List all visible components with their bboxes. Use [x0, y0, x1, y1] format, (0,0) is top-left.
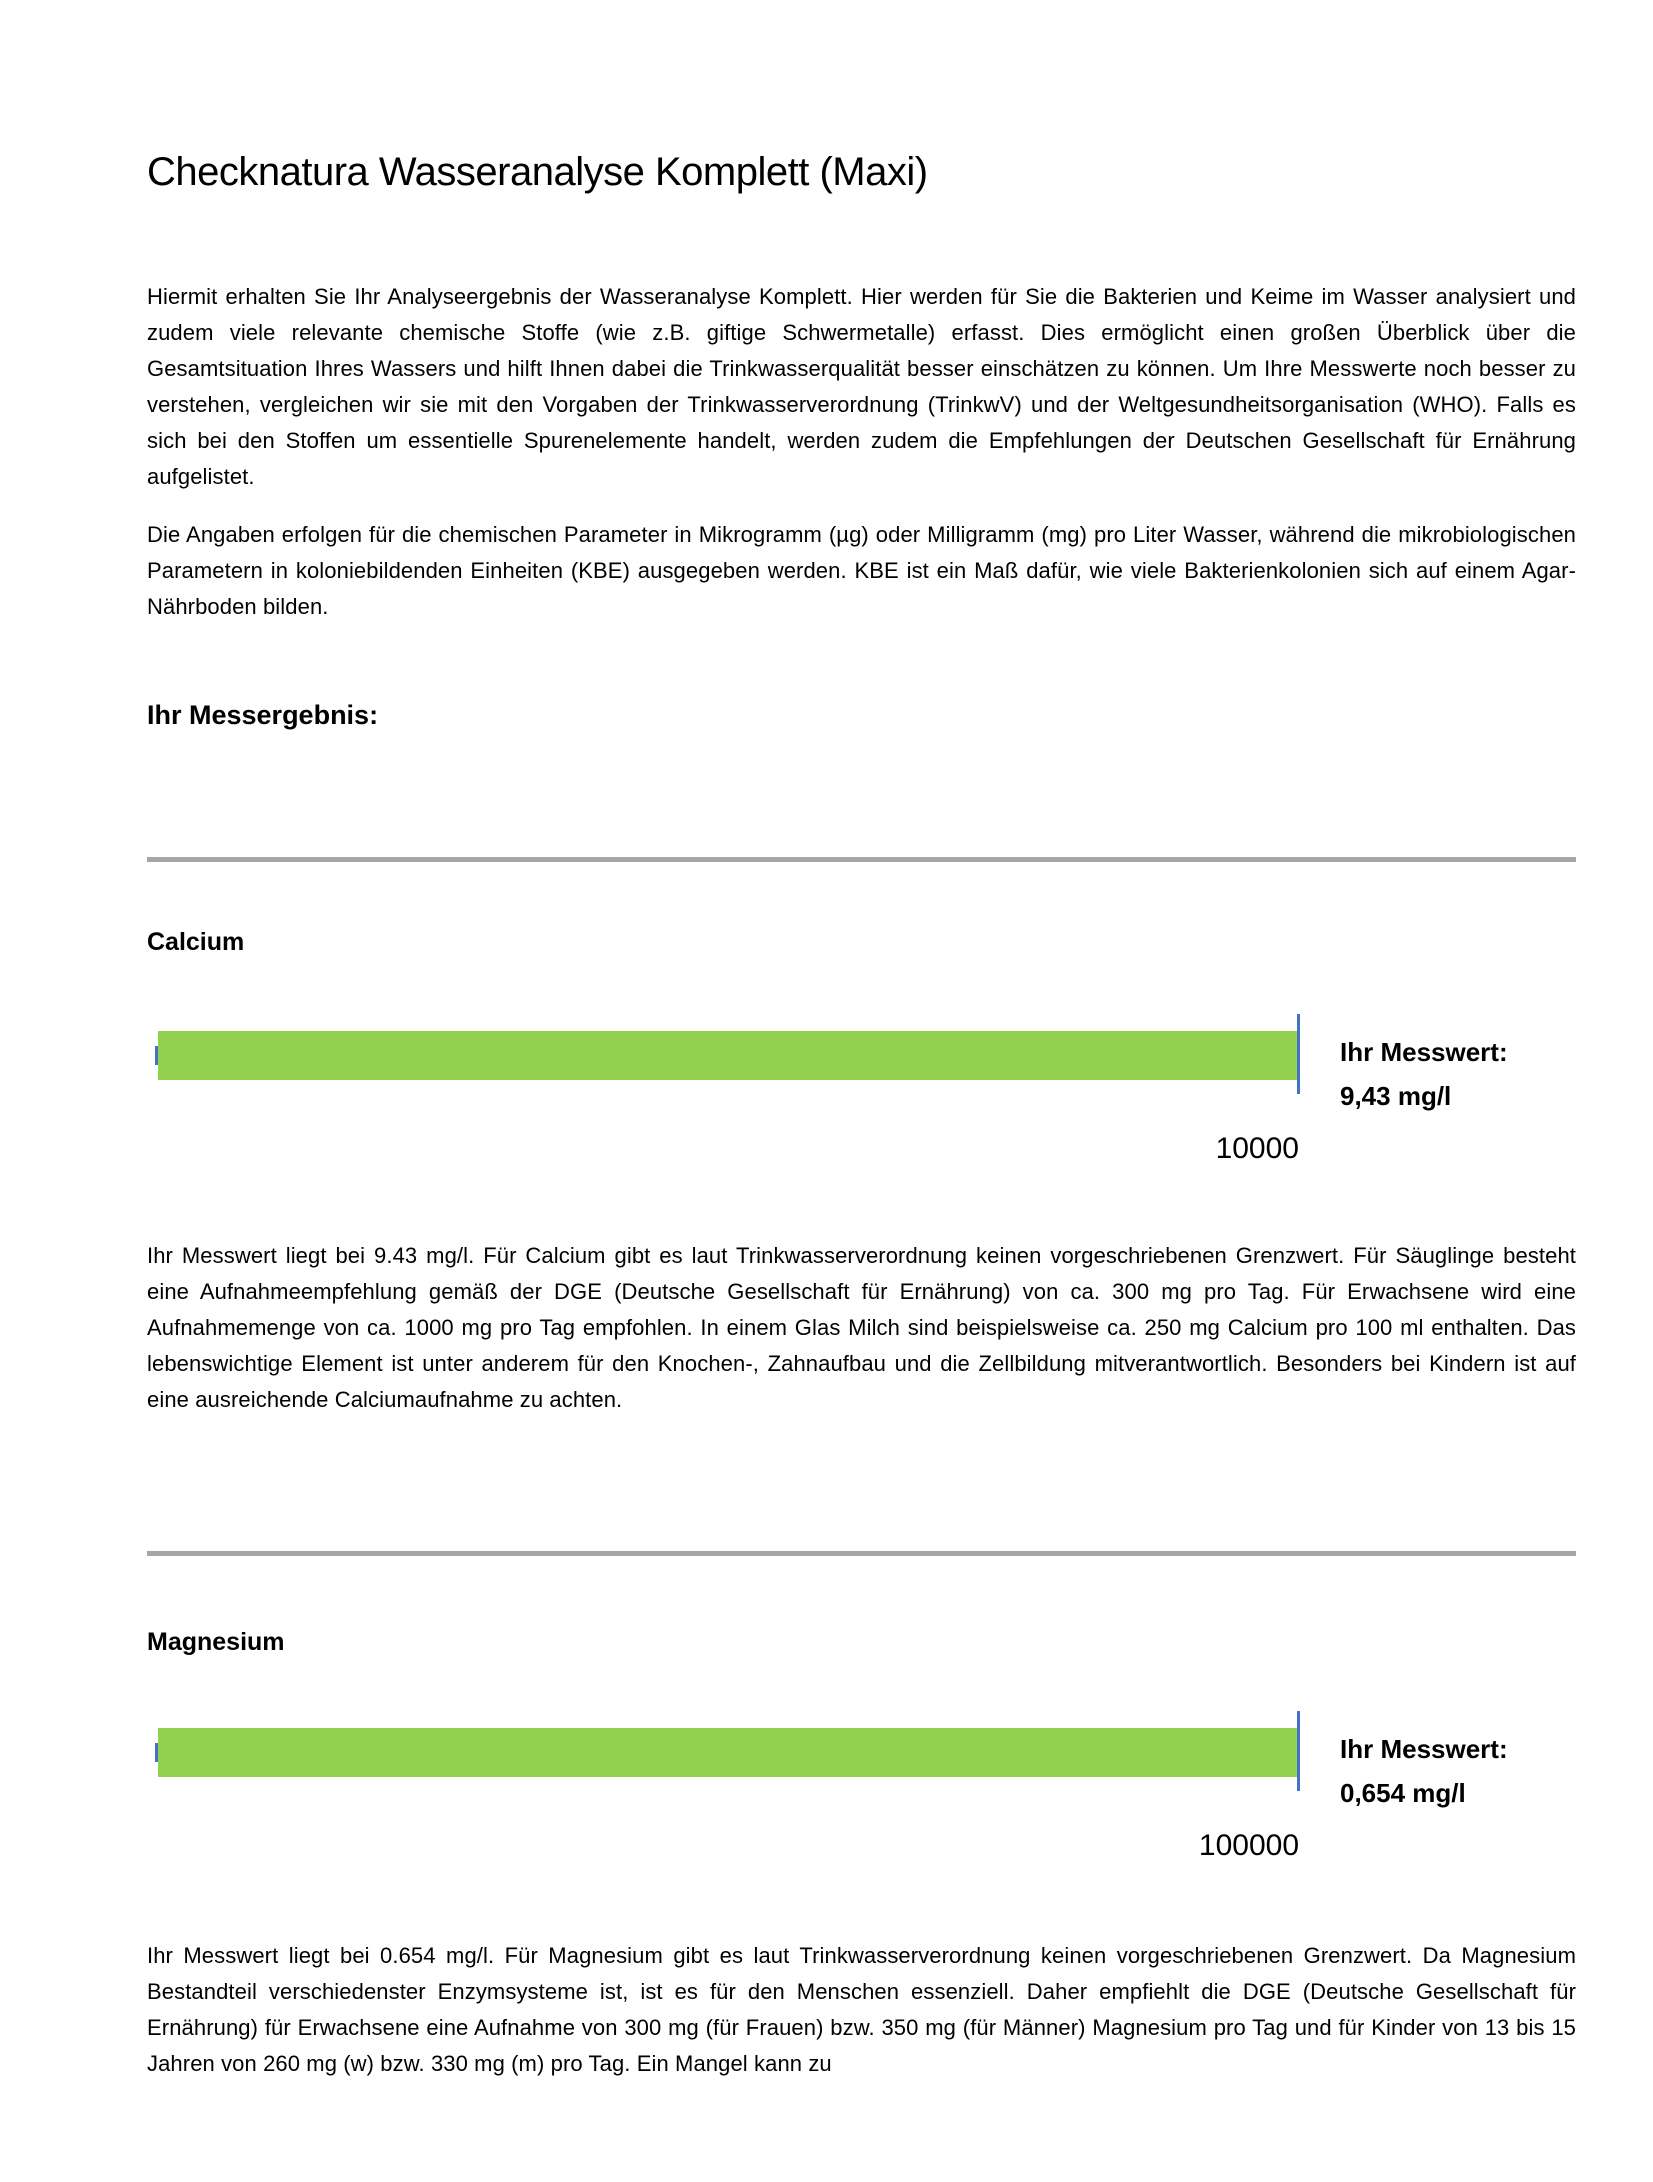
- calcium-bar-chart: [147, 1014, 1576, 1179]
- section-divider: [147, 857, 1576, 862]
- calcium-scale-bar: [158, 1031, 1297, 1080]
- calcium-measured-callout: [1340, 1030, 1508, 1118]
- measured-label: Ihr Messwert:: [1340, 1734, 1508, 1764]
- measured-label: Ihr Messwert:: [1340, 1037, 1508, 1067]
- magnesium-description: Ihr Messwert liegt bei 0.654 mg/l. Für Magnesium gibt es laut Trinkwasserverordnung keinen vorgeschriebenen Grenzwert. Da Magnesium Bestandteil verschiedenster Enzymsysteme ist, ist es für den Menschen essenziell. Daher empfiehlt die DGE (Deutsche Gesellschaft für Ernährung) für Erwachsene eine Aufnahme von 300 mg (für Frauen) bzw. 350 mg (für Männer) Magnesium pro Tag und für Kinder von 13 bis 15 Jahren von 260 mg (w) bzw. 330 mg (m) pro Tag. Ein Mangel kann zu: [147, 1943, 1576, 2076]
- measured-value: 0,654 mg/l: [1340, 1778, 1466, 1808]
- calcium-measured-value-marker: [155, 1046, 158, 1065]
- section-heading-magnesium: Magnesium: [147, 1628, 285, 1656]
- calcium-scale-max-tick: [1297, 1014, 1300, 1094]
- intro-paragraph-1: Hiermit erhalten Sie Ihr Analyseergebnis der Wasseranalyse Komplett. Hier werden für Sie die Bakterien und Keime im Wasser analysiert und zudem viele relevante chemische Stoffe (wie z.B. giftige Schwermetalle) erfasst. Dies ermöglicht einen großen Überblick über die Gesamtsituation Ihres Wassers und hilft Ihnen dabei die Trinkwasserqualität besser einschätzen zu können. Um Ihre Messwerte noch besser zu verstehen, vergleichen wir sie mit den Vorgaben der Trinkwasserverordnung (TrinkwV) und der Weltgesundheitsorganisation (WHO). Falls es sich bei den Stoffen um essentielle Spurenelemente handelt, werden zudem die Empfehlungen der Deutschen Gesellschaft für Ernährung aufgelistet.: [147, 284, 1576, 489]
- magnesium-scale-max-label: 100000: [1198, 1829, 1299, 1862]
- magnesium-bar-chart: [147, 1711, 1576, 1876]
- magnesium-scale-bar: [158, 1728, 1297, 1777]
- calcium-scale-max-label: 10000: [1215, 1132, 1299, 1165]
- section-heading-calcium: Calcium: [147, 928, 245, 956]
- section-divider: [147, 1551, 1576, 1556]
- measured-value: 9,43 mg/l: [1340, 1081, 1452, 1111]
- magnesium-measured-callout: [1340, 1727, 1508, 1815]
- intro-paragraph-2: Die Angaben erfolgen für die chemischen Parameter in Mikrogramm (µg) oder Milligramm (mg) pro Liter Wasser, während die mikrobiologischen Parametern in koloniebildenden Einheiten (KBE) ausgegeben werden. KBE ist ein Maß dafür, wie viele Bakterienkolonien sich auf einem Agar-Nährboden bilden.: [147, 522, 1576, 619]
- results-heading: Ihr Messergebnis:: [147, 700, 379, 730]
- magnesium-measured-value-marker: [155, 1743, 158, 1762]
- page-title: Checknatura Wasseranalyse Komplett (Maxi): [147, 150, 928, 194]
- calcium-description: Ihr Messwert liegt bei 9.43 mg/l. Für Calcium gibt es laut Trinkwasserverordnung keinen vorgeschriebenen Grenzwert. Für Säuglinge besteht eine Aufnahmeempfehlung gemäß der DGE (Deutsche Gesellschaft für Ernährung) von ca. 300 mg pro Tag. Für Erwachsene wird eine Aufnahmemenge von ca. 1000 mg pro Tag empfohlen. In einem Glas Milch sind beispielsweise ca. 250 mg Calcium pro 100 ml enthalten. Das lebenswichtige Element ist unter anderem für den Knochen-, Zahnaufbau und die Zellbildung mitverantwortlich. Besonders bei Kindern ist auf eine ausreichende Calciumaufnahme zu achten.: [147, 1243, 1576, 1412]
- magnesium-scale-max-tick: [1297, 1711, 1300, 1791]
